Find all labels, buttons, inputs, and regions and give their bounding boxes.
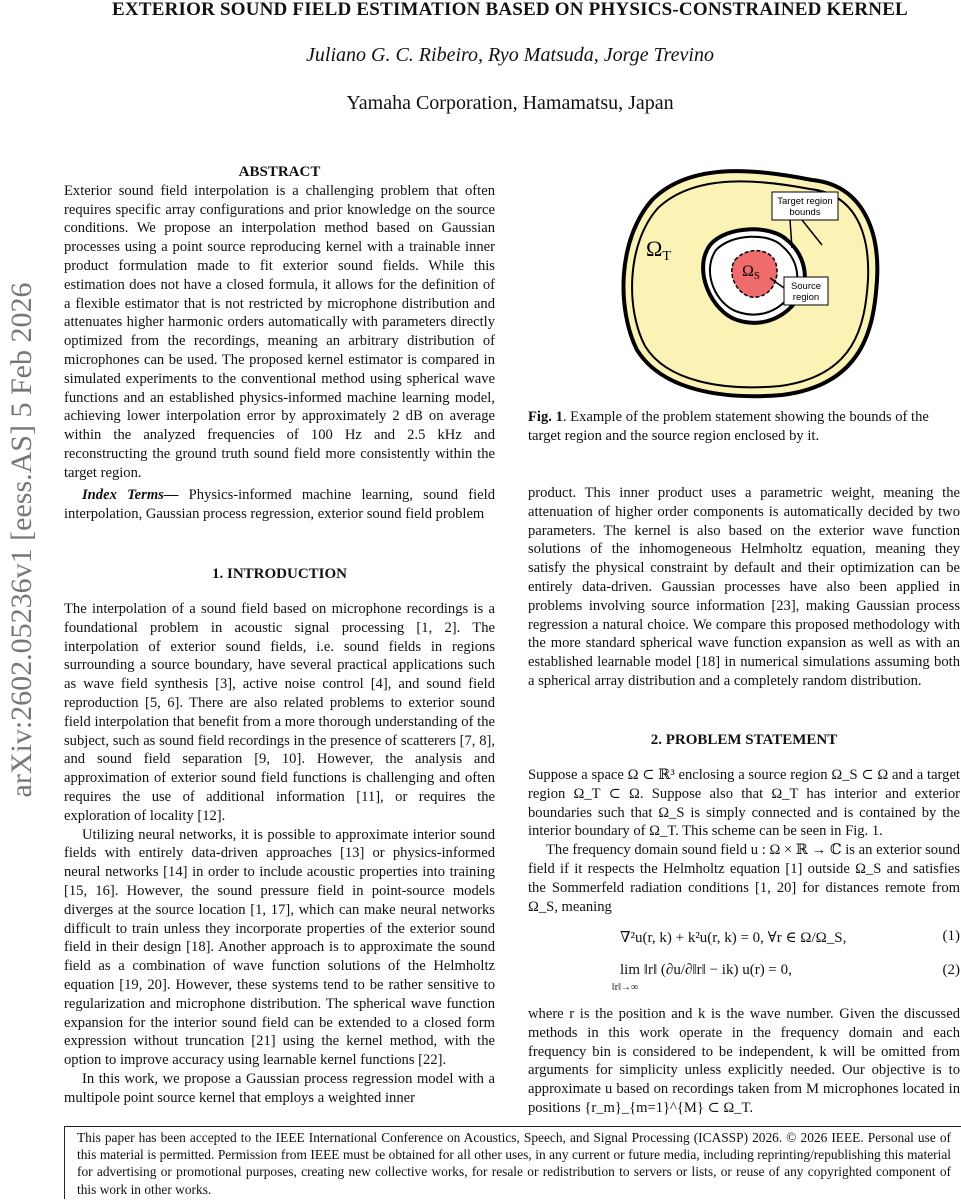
equation-2-limit: ‖r‖→∞	[612, 982, 639, 993]
abstract-heading: ABSTRACT	[238, 164, 321, 180]
problem-heading: 2. PROBLEM STATEMENT	[650, 732, 838, 748]
equation-2	[528, 962, 960, 1002]
abstract-text: Exterior sound field interpolation is a challenging problem that often requires specific array configurations and prior knowledge on the source conditions. We propose an interpolation method based on Gaussian processes using a point source reproducing kernel with a trainable inner product formulation made to fit exterior sound fields. While this estimation does not have a closed formula, it allows for the definition of a flexible estimator that is not restricted by microphone distribution and attenuates higher harmonic orders automatically with parameters directly optimized from the recordings, meaning an arbitrary distribution of microphones can be used. The proposed kernel estimator is compared in simulated experiments to the conventional method using spherical wave functions and an established physics-informed machine learning model, achieving lower interpolation error by approximately 2 dB on average within the analyzed frequencies of 100 Hz and 2.5 kHz and reconstructing the ground truth sound field more consistently within the target region.	[64, 182, 495, 481]
intro-paragraph-4: product. This inner product uses a parametric weight, meaning the attenuation of higher order components is automatically decided by two parameters. The kernel is also based on the exterior wave function solutions of the inhomogeneous Helmholtz equation, meaning they satisfy the physical constraint by default and their optimization can be entirely data-driven. Gaussian processes have also been applied in problems involving source information [23], making Gaussian process regression a natural choice. We compare this proposed methodology with the more standard spherical wave function expansion as well as with an established learnable model [18] in numerical simulations assuming both a spherical array distribution and a completely random distribution.	[528, 485, 960, 689]
problem-paragraph-3: where r is the position and k is the wave number. Given the discussed methods in this work operate in the frequency domain and each frequency bin is considered to be independent, k will be omitted from arguments for simplicity unless explicitly needed. Our objective is to approximate u based on recordings taken from M microphones located in positions {r_m}_{m=1}^{M} ⊂ Ω_T.	[528, 1006, 960, 1116]
figure-1-caption	[528, 408, 960, 446]
introduction-body	[64, 600, 495, 1108]
equation-2-body: lim ‖r‖ (∂u/∂‖r‖ − ik) u(r) = 0,	[620, 962, 792, 978]
equation-1-body: ∇²u(r, k) + k²u(r, k) = 0, ∀r ∈ Ω/Ω_S,	[620, 930, 847, 946]
index-terms	[64, 486, 495, 524]
paper-authors: Juliano G. C. Ribeiro, Ryo Matsuda, Jorge Trevino	[306, 44, 714, 66]
problem-paragraph-2: The frequency domain sound field u : Ω × ℝ → ℂ is an exterior sound field if it respects the Helmholtz equation [1] outside Ω_S and satisfies the Sommerfeld radiation conditions [1, 20] for distances remote from Ω_S, meaning	[528, 842, 960, 915]
figure-1	[612, 160, 882, 402]
target-label-line2: bounds	[789, 207, 821, 218]
intro-paragraph-1: The interpolation of a sound field based on microphone recordings is a foundational problem in acoustic signal processing [1, 2]. The interpolation of exterior sound fields, i.e. sound fields in regions surrounding a source boundary, have several practical applications such as wave field synthesis [3], active noise control [4], and sound field reproduction [5, 6]. There are also related problems to exterior sound field interpolation that benefit from a more thorough understanding of the subject, such as sound field recordings in the presence of scatterers [7, 8], and sound field separation [9, 10]. However, the analysis and approximation of exterior sound field functions is challenging and often requires the use of additional information [11], or requires the exploration of locality [12].	[64, 601, 495, 824]
copyright-text: This paper has been accepted to the IEEE International Conference on Acoustics, Speech, and Signal Processing (ICASSP) 2026. © 2026 IEEE. Personal use of this material is permitted. Permission from IEEE must be obtained for all other uses, in any current or future media, including reprinting/republishing this material for advertising or promotional purposes, creating new collective works, for resale or redistribution to servers or lists, or reuse of any copyrighted component of this work in other works.	[77, 1130, 951, 1197]
introduction-section	[64, 565, 495, 584]
problem-statement-body	[528, 766, 960, 916]
source-label-line1: Source	[790, 281, 822, 292]
figure-caption-label: Fig. 1	[528, 409, 563, 425]
problem-paragraph-1: Suppose a space Ω ⊂ ℝ³ enclosing a source region Ω_S ⊂ Ω and a target region Ω_T ⊂ Ω. Suppose also that Ω_T has interior and exterior boundaries such that Ω_S is simply connected and is contained by the interior boundary of Ω_T. This scheme can be seen in Fig. 1.	[528, 767, 960, 840]
equation-2-number: (2)	[942, 962, 960, 978]
index-terms-label: Index Terms—	[82, 487, 179, 503]
source-label-line2: region	[792, 292, 820, 303]
index-terms-text: Physics-informed machine learning, sound field interpolation, Gaussian process regression, exterior sound field problem	[64, 487, 496, 522]
equation-1-number: (1)	[942, 928, 960, 944]
omega-s-label: ΩS	[742, 263, 761, 282]
intro-paragraph-3: In this work, we propose a Gaussian process regression model with a multipole point source kernel that employs a weighted inner	[64, 1070, 495, 1106]
intro-heading: 1. INTRODUCTION	[211, 566, 347, 582]
equation-1	[528, 928, 960, 952]
right-column-body	[528, 484, 960, 691]
paper-affiliation: Yamaha Corporation, Hamamatsu, Japan	[346, 92, 674, 114]
intro-paragraph-2: Utilizing neural networks, it is possible to approximate interior sound fields with entirely data-driven approaches [13] or physics-informed neural networks [14] in order to include acoustic properties into training [15, 16]. However, the sound pressure field in point-source models diverges at the source location [1, 17], which can make neural networks difficult to train unless they incorporate properties of the exterior sound field in their design [18]. Another approach is to approximate the sound field as a combination of wave function solutions of the Helmholtz equation [19, 20]. However, these systems tend to be rather sensitive to regularization and microphone distribution. The spherical wave function expansion for the interior sound field can be extended to a closed form expression without truncation [21] using the kernel method, with the option to improve accuracy using learnable kernel functions [22].	[64, 826, 495, 1069]
copyright-notice	[64, 1126, 961, 1199]
abstract-section	[64, 163, 495, 483]
paper-title: EXTERIOR SOUND FIELD ESTIMATION BASED ON PHYSICS-CONSTRAINED KERNEL	[112, 0, 908, 20]
arxiv-stamp	[2, 220, 42, 860]
problem-statement-section	[528, 731, 960, 750]
figure-caption-text: . Example of the problem statement showing the bounds of the target region and the source region enclosed by it.	[528, 409, 929, 444]
problem-statement-continued	[528, 1005, 960, 1118]
arxiv-id: arXiv:2602.05236v1 [eess.AS] 5 Feb 2026	[5, 282, 38, 798]
figure-1-diagram	[612, 160, 882, 402]
target-label-line1: Target region	[777, 196, 833, 207]
omega-t-label: ΩT	[646, 236, 671, 264]
